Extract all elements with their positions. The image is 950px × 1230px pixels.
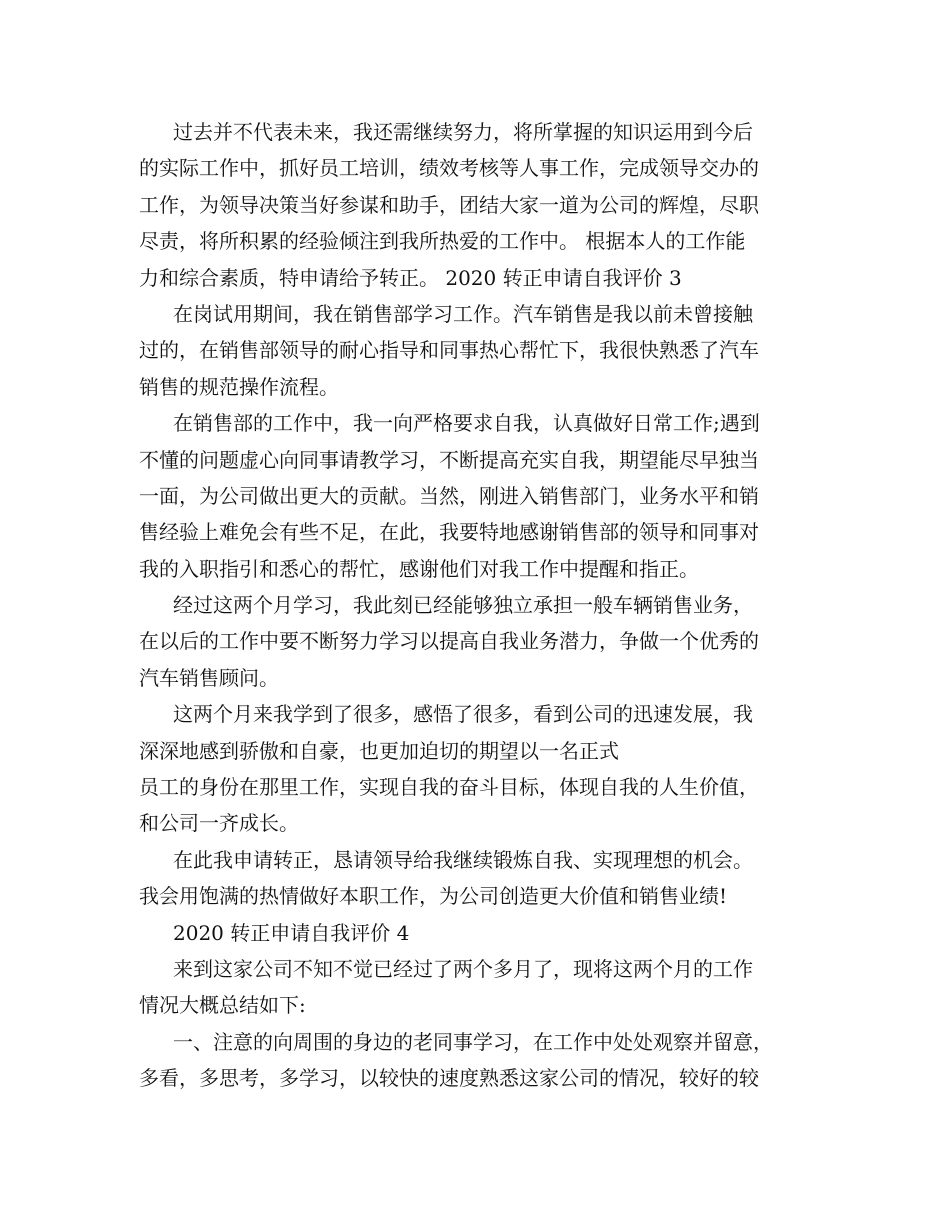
text-line: 经过这两个月学习，我此刻已经能够独立承担一般车辆销售业务， (173, 593, 753, 618)
text-line: 在以后的工作中要不断努力学习以提高自我业务潜力，争做一个优秀的 (139, 629, 759, 654)
text-line: 这两个月来我学到了很多，感悟了很多，看到公司的迅速发展，我 (173, 702, 753, 727)
text-line: 力和综合素质，特申请给予转正。 2020 转正申请自我评价 3 (139, 265, 682, 290)
text-line: 过去并不代表未来，我还需继续努力，将所掌握的知识运用到今后 (173, 120, 753, 144)
text-line: 尽责，将所积累的经验倾注到我所热爱的工作中。 根据本人的工作能 (139, 229, 746, 254)
text-line: 在此我申请转正，恳请领导给我继续锻炼自我、实现理想的机会。 (173, 847, 753, 872)
text-line: 售经验上难免会有些不足，在此，我要特地感谢销售部的领导和同事对 (139, 520, 759, 545)
text-line: 不懂的问题虚心向同事请教学习，不断提高充实自我，期望能尽早独当 (139, 447, 759, 472)
text-line: 一面，为公司做出更大的贡献。当然，刚进入销售部门，业务水平和销 (139, 483, 759, 508)
text-line: 汽车销售顾问。 (139, 665, 279, 690)
text-line: 情况大概总结如下: (139, 993, 306, 1018)
text-line: 员工的身份在那里工作，实现自我的奋斗目标，体现自我的人生价值， (139, 775, 759, 800)
text-line: 在销售部的工作中，我一向严格要求自我，认真做好日常工作;遇到 (173, 411, 760, 436)
text-line: 在岗试用期间，我在销售部学习工作。汽车销售是我以前未曾接触 (173, 301, 753, 326)
text-line: 2020 转正申请自我评价 4 (173, 920, 410, 945)
text-line: 的实际工作中，抓好员工培训，绩效考核等人事工作，完成领导交办的 (139, 156, 759, 181)
text-line: 深深地感到骄傲和自豪，也更加迫切的期望以一名正式 (139, 738, 619, 763)
document-body (139, 114, 829, 1097)
text-line: 我会用饱满的热情做好本职工作，为公司创造更大价值和销售业绩! (139, 884, 728, 909)
text-line: 工作，为领导决策当好参谋和助手，团结大家一道为公司的辉煌，尽职 (139, 192, 759, 217)
text-line: 多看，多思考，多学习，以较快的速度熟悉这家公司的情况，较好的较 (139, 1066, 759, 1091)
text-line: 来到这家公司不知不觉已经过了两个多月了，现将这两个月的工作 (173, 956, 753, 981)
text-line: 和公司一齐成长。 (139, 811, 299, 836)
text-line: 销售的规范操作流程。 (139, 374, 339, 399)
text-line: 一、注意的向周围的身边的老同事学习，在工作中处处观察并留意， (173, 1029, 773, 1054)
text-line: 过的，在销售部领导的耐心指导和同事热心帮忙下，我很快熟悉了汽车 (139, 338, 759, 363)
text-line: 我的入职指引和悉心的帮忙，感谢他们对我工作中提醒和指正。 (139, 556, 699, 581)
